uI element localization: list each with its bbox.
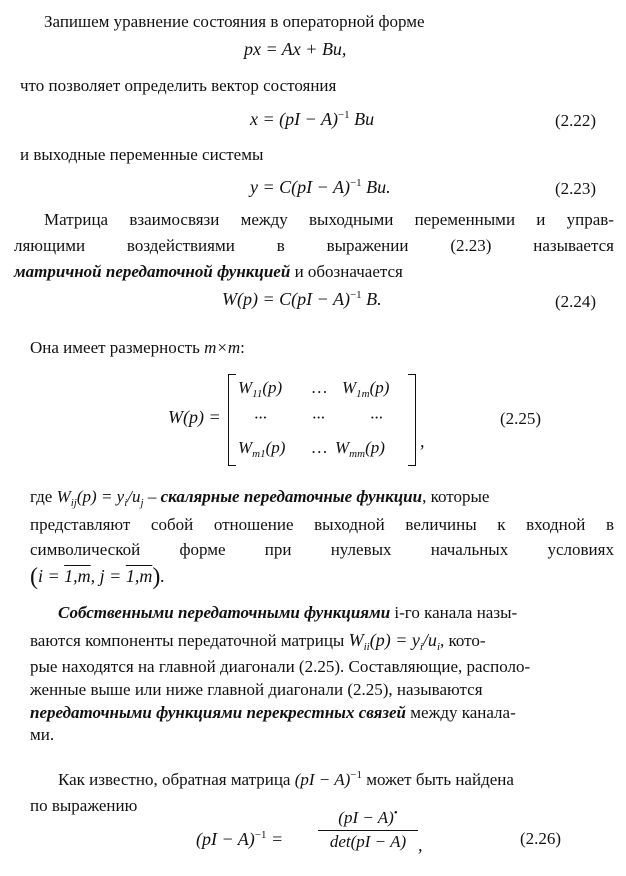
term-cross-coupling-transfer-functions: передаточными функциями перекрестных связей: [30, 703, 407, 722]
paragraph-dimension-prefix: Она имеет размерность: [30, 338, 205, 357]
matrix-right-bracket: [408, 374, 416, 466]
paragraph-inverse-line-1: [58, 770, 514, 790]
matrix-cell-row2-col1: ···: [254, 408, 267, 427]
paragraph-scalar-tf-line-3: [30, 540, 614, 560]
equation-2-22: [250, 108, 374, 130]
equation-2-22-rhs: Bu: [349, 109, 375, 129]
paragraph-state-vector: что позволяет определить вектор состояния: [20, 76, 337, 95]
paragraph-dimension-suffix: :: [240, 338, 245, 357]
equation-2-22-lhs: x = (pI − A): [250, 109, 338, 129]
word: матрицы: [280, 631, 345, 650]
formula-inverse-base: (pI − A): [294, 770, 351, 789]
paragraph-own-tf-line-4: женные выше или ниже главной диагонали (2.25), называются: [30, 680, 483, 699]
word: собой: [150, 515, 194, 534]
dash: –: [143, 487, 161, 506]
word: представляют: [30, 515, 131, 534]
paragraph-inverse-prefix: Как известно, обратная матрица: [58, 770, 295, 789]
word-gde: где: [30, 487, 57, 506]
word: условиях: [547, 540, 614, 559]
word: ляющими: [14, 236, 86, 255]
word: (2.23): [450, 236, 492, 255]
paragraph-dimension: [30, 338, 245, 358]
word: , кото-: [440, 631, 486, 650]
word: называется: [533, 236, 614, 255]
matrix-cell-w11: $W_{11}(p)$: [238, 378, 283, 400]
paragraph-own-tf-line-5-rest: между канала-: [406, 703, 516, 722]
word: воздействиями: [126, 236, 235, 255]
equation-2-22-exponent: −1: [337, 109, 350, 121]
paragraph-scalar-tf-line-1: [30, 487, 489, 507]
equation-number-2-22: (2.22): [555, 111, 597, 130]
word: Матрица: [44, 210, 109, 229]
matrix-cell-dots-1: …: [312, 378, 328, 397]
matrix-cell-wmm: $W_{mm}(p)$: [335, 438, 385, 460]
equation-2-26-denominator: det(pI − A): [329, 832, 407, 851]
word: переменными: [414, 210, 516, 229]
equation-2-26-lhs: (pI − A)$^{-1}$ =: [196, 829, 284, 849]
paragraph-matrix-line-3-rest: и обозначается: [290, 262, 403, 281]
formula-inverse-inline: [295, 770, 362, 789]
matrix-cell-row2-col2: ···: [312, 408, 325, 427]
word: символической: [30, 540, 141, 559]
matrix-cell-row2-col3: ···: [370, 408, 383, 427]
word: в: [276, 236, 285, 255]
paragraph-intro: Запишем уравнение состояния в операторной форме: [44, 12, 425, 31]
equation-2-24-rhs: B.: [361, 289, 382, 309]
paragraph-matrix-line-1: [44, 210, 614, 230]
paragraph-own-tf-line-6: ми.: [30, 725, 55, 744]
word: выходной: [314, 515, 385, 534]
matrix-cell-dots-3: …: [312, 438, 328, 457]
paragraph-own-tf-line-1: [58, 603, 517, 623]
word: форме: [179, 540, 226, 559]
paragraph-inverse-line-2: по выражению: [30, 796, 138, 815]
word: входной: [526, 515, 586, 534]
word: величины: [405, 515, 477, 534]
equation-number-2-25: (2.25): [500, 409, 542, 428]
word: начальных: [430, 540, 509, 559]
paragraph-inverse-suffix: может быть найдена: [362, 770, 514, 789]
word: нулевых: [330, 540, 392, 559]
word: выходными: [309, 210, 394, 229]
paragraph-matrix-line-2: [14, 236, 614, 256]
paragraph-own-tf-rest: i-го канала назы-: [390, 603, 518, 622]
equation-number-2-23: (2.23): [555, 179, 597, 198]
word: выражении: [326, 236, 409, 255]
formula-inverse-exponent: −1: [350, 769, 362, 781]
dimension-m-by-m: m×m: [204, 338, 241, 357]
equation-2-26-numerator: (pI − A)•: [318, 808, 418, 831]
equation-2-24: [222, 288, 382, 310]
word: к: [497, 515, 506, 534]
equation-2-26-fraction: [318, 808, 418, 852]
equation-2-23-rhs: Bu.: [361, 177, 391, 197]
paragraph-own-tf-line-2: [30, 630, 486, 651]
matrix-cell-w1m: $W_{1m}(p)$: [342, 378, 390, 400]
formula-wii: $W_{ii}(p) = y_i/u_i$: [348, 630, 440, 653]
equation-2-26-exponent: −1: [254, 829, 267, 841]
equation-number-2-26: (2.26): [520, 829, 562, 848]
equation-2-25-lhs: W(p) =: [168, 407, 221, 427]
equation-number-2-24: (2.24): [555, 292, 597, 311]
paragraph-scalar-tf-line-2: [30, 515, 614, 535]
word: отношение: [213, 515, 294, 534]
index-ranges: (i = 1,m, j = 1,m).: [30, 564, 165, 590]
word: передаточной: [177, 631, 277, 650]
term-scalar-transfer-functions: скалярные передаточные функции: [160, 487, 423, 506]
equation-2-24-exponent: −1: [349, 289, 362, 301]
equation-state: px = Ax + Bu,: [244, 39, 347, 59]
word: ваются: [30, 631, 81, 650]
paragraph-output-vars: и выходные переменные системы: [20, 145, 264, 164]
term-own-transfer-functions: Собственными передаточными функциями: [58, 603, 391, 622]
term-matrix-transfer-function: матричной передаточной функцией: [14, 262, 291, 281]
matrix-trailing-comma: ,: [420, 431, 425, 451]
paragraph-own-tf-line-5: [30, 703, 516, 723]
equation-2-23-exponent: −1: [349, 177, 362, 189]
matrix-left-bracket: [228, 374, 236, 466]
paragraph-scalar-tf-rest: , которые: [422, 487, 490, 506]
equation-2-26-lhs-base: (pI − A): [196, 829, 255, 849]
word: между: [240, 210, 288, 229]
word: при: [264, 540, 292, 559]
paragraph-own-tf-line-3: рые находятся на главной диагонали (2.25). Составляющие, располо-: [30, 657, 531, 676]
equation-2-23-lhs: y = C(pI − A): [250, 177, 350, 197]
word: в: [605, 515, 614, 534]
word: управ-: [566, 210, 614, 229]
equation-2-24-lhs: W(p) = C(pI − A): [222, 289, 350, 309]
matrix-cell-wm1: $W_{m1}(p)$: [238, 438, 286, 460]
formula-wij: $W_{ij}(p) = y_i/u_j$: [56, 487, 144, 509]
equation-2-23: [250, 176, 391, 198]
paragraph-matrix-line-3: [14, 262, 403, 282]
equation-2-26-trailing-comma: ,: [418, 835, 423, 855]
word: взаимосвязи: [129, 210, 220, 229]
word: и: [536, 210, 546, 229]
word: компоненты: [85, 631, 174, 650]
